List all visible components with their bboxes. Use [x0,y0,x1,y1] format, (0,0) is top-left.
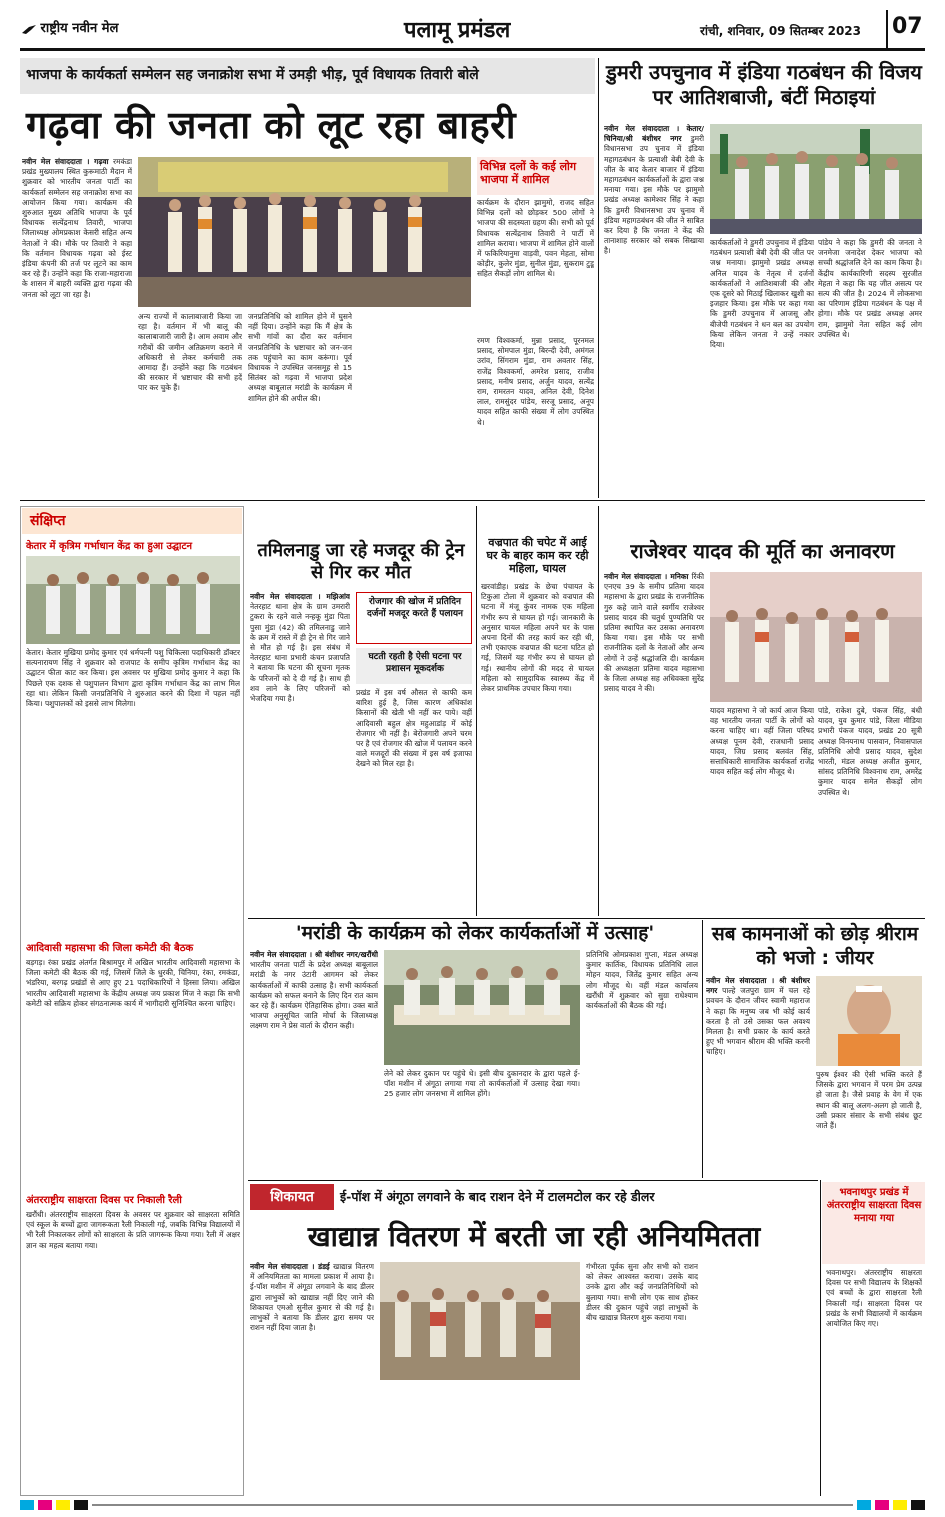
story5-photo [710,572,922,702]
story6-byline: नवीन मेल संवाददाता । श्री बंशीधर नगर/खरौंधी [250,950,378,959]
story7-text-1: पाल्हे जतपुरा ग्राम में चल रहे प्रवचन के दौरान जीयर स्वामी महाराज ने कहा कि मनुष्य जब भी कोई कार्य करता है तो उसे उसका फल अवश्य मिलता है। सभी प्रकार के कार्य करते हुए भी भगवान श्रीराम की भक्ति करनी चाहिए। [706,986,810,1057]
story1-kicker: भाजपा के कार्यकर्ता सम्मेलन सह जनाक्रोश सभा में उमड़ी भीड़, पूर्व विधायक तिवारी बोले [26,67,479,83]
story8-photo [380,1262,580,1380]
story1-column-2: अन्य राज्यों में कालाबाजारी किया जा रहा है। वर्तमान में भी बालू की कालाबाजारी जारी है। आम अवाम और गरीबों की जमीन अतिक्रमण कराने में अधिकारी से लेकर कर्मचारी तक आमादा हैं। उन्होंने कहा कि गठबंधन की सरकार में भ्रष्टाचार की सभी हदें पार कर चुके हैं। [138,312,242,393]
story6-text-1: भारतीय जनता पार्टी के प्रदेश अध्यक्ष बाबूलाल मरांडी के नगर उंटारी आगमन को लेकर कार्यकर्ताओं में काफी उत्साह है। सभी कार्यकर्ता कार्यक्रम को सफल बनाने के लिए दिन रात काम कर रहे हैं। कार्यक्रम ऐतिहासिक होगा। उक्त बातें भाजपा अनुसूचित जाति मोर्चा के जिलाध्यक्ष लक्ष्मण राम ने प्रेस वार्ता के दौरान कही। [250,960,378,1031]
story1-byline: नवीन मेल संवाददाता । गढ़वा [22,157,109,166]
issue-date: रांची, शनिवार, 09 सितम्बर 2023 [700,24,862,38]
story1-column-5: रमण विश्वकर्मा, मुन्ना प्रसाद, पूरनमल प्रसाद, सोमपाल मुंडा, बिरन्दी देवी, अमंगल उरांव, सिंगराम मुंडा, राम अवतार सिंह, राजेंद्र विश्वकर्मा, अमरेश प्रसाद, राजीव प्रसाद, मनीष प्रसाद, अर्जुन यादव, सत्येंद्र राम, रामरतन यादव, अनिल देवी, दिनेश लाल, रामसुंदर पांडेय, सरजू प्रसाद, अनूप यादव सहित काफी संख्या में लोग उपस्थित थे। [477,336,594,427]
story6-column-1 [250,950,378,1176]
story8-column-3 [704,1262,816,1496]
brief-item2-text: बड़गड़। रंका प्रखंड अंतर्गत बिश्रामपुर में अखिल भारतीय आदिवासी महासभा के जिला कमेटी की बैठक की गई, जिसमें जिले के धुरकी, चिनिया, रंका, रमकंडा, भंडरिया, बरगढ़ प्रखंडों से आए हुए 21 पदाधिकारियों ने हिस्सा लिया। अखिल भारतीय आदिवासी महासभा के केंद्रीय अध्यक्ष जय प्रकाश मिंज ने कहा कि सभी कमेटी को सक्रिय होकर संगठनात्मक कार्य में भागीदारी सुनिश्चित करना चाहिए। [26,958,240,1008]
story5-text-1: रिंकी एनएच 39 के समीप प्रतिमा यादव महासभा के द्वारा प्रखंड के राजनीतिक गुरु कहे जाने वाले स्वर्गीय राजेश्वर प्रसाद यादव की चतुर्थ पुण्यतिथि पर प्रतिमा स्थापित कर उसका अनावरण किया गया। इस मौके पर सभी राजनीतिक दलों के नेताओं और अन्य लोगों ने उन्हें श्रद्धांजलि दी। कार्यक्रम की अध्यक्षता प्रतिमा यादव महासभा के जिला अध्यक्ष सह अधिवक्ता सुरेंद्र प्रसाद यादव ने की। [604,572,704,694]
story2-text-1: डुमरी विधानसभा उप चुनाव में इंडिया महागठबंधन के प्रत्याशी बेबी देवी के जीत के बाद केतार बाजार में इंडिया महागठबंधन कार्यकर्ताओं के द्वारा जश्न मनाया गया। इस मौके पर झामुमो प्रखंड अध्यक्ष कामेश्वर सिंह ने कहा कि डुमरी विधानसभा उप चुनाव में इंडिया महागठबंधन की जीत ने साबित कर दिया है कि जनता ने केंद्र की तानाशाह सरकार को सबक सिखाया है। [604,134,704,256]
story6-column-3: प्रतिनिधि ओमप्रकाश गुप्ता, मंडल अध्यक्ष कुमार कार्तिक, विधायक प्रतिनिधि लाल मोहन यादव, जितेंद्र कुमार सहित अन्य लोग मौजूद थे। वहीं मंडल कार्यालय खरौंधी में शुक्रवार को सुग्रा राधेश्याम कार्यकर्ताओं की बैठक की गई। [586,950,698,1011]
story1-headline: गढ़वा की जनता को लूट रहा बाहरी [26,103,517,147]
story3-column-2: प्रखंड में इस वर्ष औसत से काफी कम बारिश हुई है, जिस कारण अधिकांश किसानों की खेती भी नहीं कर पाये। वहीं आदिवासी बहुल क्षेत्र महुआडांड़ में कोई रोजगार भी नहीं है। बेरोजगारी अपने चरम पर है एवं रोजगार की खोज में पलायन करने वाले मजदूरों की संख्या में इस वर्ष इजाफा देखने को मिल रहा है। [356,688,472,769]
story8-text-1: खाद्यान्न वितरण में अनियमितता का मामला प्रकाश में आया है। ई-पॉश मशीन में अंगूठा लगवाने के बाद डीलर द्वारा लाभुकों को खाद्यान्न नहीं दिए जाने की शिकायत एमओ सुनील कुमार से की गई है। लाभुकों ने बताया कि डीलर द्वारा समय पर राशन नहीं दिया जाता है। [250,1262,374,1333]
story3-headline: तमिलनाडु जा रहे मजदूर की ट्रेन से गिर कर मौत [257,540,465,583]
story8-column-2: गंभीरता पूर्वक सुना और सभी को राशन को लेकर आश्वस्त कराया। उसके बाद उनके द्वारा और कई जनप्रतिनिधियों को बुलाया गया। सभी लोग एक साथ होकर डीलर की दुकान पहुंचे जहां लाभुकों के बीच खाद्यान्न वितरण शुरू कराया गया। [586,1262,698,1323]
story3-pull1: रोजगार की खोज में प्रतिदिन दर्जनों मजदूर करते हैं पलायन [366,597,464,619]
brief-item1-photo [26,556,240,644]
story6-photo [384,950,580,1065]
story9-headline: भवनाथपुर प्रखंड में अंतरराष्ट्रीय साक्षरता दिवस मनाया गया [826,1187,922,1224]
story1-column-4: कार्यक्रम के दौरान झामुमो, राजद सहित विभिन्न दलों को छोड़कर 500 लोगों ने भाजपा की सदस्यता ग्रहण की। सभी को पूर्व विधायक सत्येंद्रनाथ तिवारी ने पार्टी में शामिल कराया। भाजपा में शामिल होने वालों में फकिरियानुमा वाड़वी, पवन मेहता, सोमा कोड़ीर, कुलेर मुंडा, सुनील मुंडा, सुकराम टुडू सहित सैकड़ों लोग शामिल थे। [477,198,594,279]
story1-column-5a [360,312,475,494]
brief-label: संक्षिप्त [30,513,66,529]
column-divider [598,58,599,498]
story5-headline: राजेश्वर यादव की मूर्ति का अनावरण [630,539,895,563]
story2-headline: डुमरी उपचुनाव में इंडिया गठबंधन की विजय पर आतिशबाजी, बंटीं मिठाइयां [606,60,922,109]
story7-photo [816,976,922,1066]
magenta-swatch [38,1500,52,1510]
brief-item3-head: अंतरराष्ट्रीय साक्षरता दिवस पर निकाली रैली [26,1195,182,1206]
story7-headline: सब कामनाओं को छोड़ श्रीराम को भजो : जीयर [711,923,919,969]
story5-column-1 [604,572,704,916]
black-swatch [74,1500,88,1510]
cyan-swatch [20,1500,34,1510]
black-swatch [911,1500,925,1510]
magenta-swatch [875,1500,889,1510]
story2-byline: नवीन मेल संवाददाता । केतार/चिनिया/श्री बंशीधर नगर [604,124,704,144]
bird-icon [22,24,36,34]
story1-text-1: रमकंडा प्रखंड मुख्यालय स्थित कुरूमाठी मैदान में शुक्रवार को भारतीय जनता पार्टी का कार्यकर्ता सम्मेलन सह जनाक्रोश सभा का आयोजन किया गया। कार्यक्रम की शुरुआत मुख्य अतिथि भाजपा के पूर्व विधायक सत्येंद्रनाथ तिवारी, भाजपा जिलाध्यक्ष ओमप्रकाश केसरी सहित अन्य नेताओं ने की। मौके पर तिवारी ने कहा कि वर्तमान विधायक गढ़वा को ईस्ट इंडिया कंपनी की तर्ज पर लूटने का काम कर रहे हैं। उन्होंने कहा कि राजा-महाराजा के शासन में बाहरी व्यक्ति द्वारा गढ़वा की जनता को लूटा जा रहा है। [22,157,132,299]
brief-item3-text: खरौंधी। अंतरराष्ट्रीय साक्षरता दिवस के अवसर पर शुक्रवार को साक्षरता समिति एवं स्कूल के बच्चों द्वारा जागरूकता रैली निकाली गई, जबकि विभिन्न विद्यालयों में भी रैली निकालकर लोगों को साक्षरता के प्रति जागरूक किया गया। रैली में अक्षर ज्ञान का महत्व बताया गया। [26,1210,240,1250]
story3-column-1 [250,592,350,916]
story8-byline: नवीन मेल संवाददाता । डंडई [250,1262,330,1271]
column-divider [702,920,703,1178]
story2-column-1 [604,124,704,494]
story8-column-2a [380,1384,580,1496]
brief-item2-head: आदिवासी महासभा की जिला कमेटी की बैठक [26,943,194,954]
story1-sidebar-head: विभिन्न दलों के कई लोग भाजपा में शामिल [480,160,577,186]
story2-column-3: पांडेय ने कहा कि डुमरी की जनता ने जनमेजा जनादेश देकर भाजपा को सच्ची श्रद्धांजलि देने का काम किया है। केंद्रीय कार्यकारिणी सदस्य सुरजीत मेहता ने कहा कि यह जीत असत्य पर सत्य की जीत है। 2024 में लोकसभा का परिणाम इंडिया गठबंधन के पक्ष में होगा। मौके पर प्रखंड अध्यक्ष अमर राम, झामुमो नेता सहित कई लोग उपस्थित थे। [818,238,922,339]
story4-headline: वज्रपात की चपेट में आई घर के बाहर काम कर रही महिला, घायल [486,536,589,575]
masthead-rule [20,48,925,51]
column-divider [598,506,599,916]
story5-column-2: यादव महासभा ने जो कार्य आज किया वह भारतीय जनता पार्टी के लोगों को करना चाहिए था। वहीं जिला परिषद अध्यक्ष पूनम देवी, राजधानी प्रसाद यादव, जिग्र प्रसाद बलवंत सिंह, सत्ताधिकारी सामाजिक कार्यकर्ता राजेंद्र यादव सहित कई लोग मौजूद थे। [710,706,814,777]
story3-pull2: घटती रहती है ऐसी घटना पर प्रशासन मूकदर्शक [368,652,462,674]
story1-column-1 [22,157,132,494]
cyan-swatch [857,1500,871,1510]
story5-byline: नवीन मेल संवाददाता । मनिका [604,572,689,581]
story8-label: शिकायत [250,1184,334,1210]
story4-text: खरवांडीह। प्रखंड के छेचा पंचायत के टिकुआ टोला में शुक्रवार को वज्रपात की घटना में मंजू कुंवर नामक एक महिला गंभीर रूप से घायल हो गई। जानकारी के अनुसार घायल महिला अपने घर के पास अपना दिनों की तरह कार्य कर रही थी, तभी एकाएक वज्रपात की घटना घटित हो गई, जिसमें यह गंभीर रूप से घायल हो गई। स्थानीय लोगों की मदद से घायल महिला को सामुदायिक स्वास्थ्य केंद्र में लेकर प्राथमिक उपचार किया गया। [481,582,594,694]
story3-text-1: नेतरहाट थाना क्षेत्र के ग्राम उमरारी टुकरा के रहने वाले नन्हकू मुंडा पिता पुसा मुंडा (42) की तमिलनाडु जाने के क्रम में रास्ते में ही ट्रेन से गिर जाने से मौत हो गई है। इस संबंध में नेतरहाट थाना प्रभारी कंचन प्रजापति ने बताया कि घटना की सूचना मृतक के परिजनों को दे दी गई है। साथ ही शव लाने के लिए परिजनों को भेजदिया गया है। [250,602,350,704]
brief-item1-text: केतार। केतार मुखिया प्रमोद कुमार एवं धर्मपत्नी पशु चिकित्सा पदाधिकारी डॉक्टर सत्यनारायण सिंह ने शुक्रवार को राजपाट के समीप कृत्रिम गर्भाधान केंद्र का उद्घाटन फीता काट कर किया। इस अवसर पर मुखिया प्रमोद कुमार ने कहा कि पिछले एक दशक से पशुपालन विभाग द्वारा कृत्रिम गर्भाधान केंद्र का लाभ मिल रहा था। लेकिन किसी जनप्रतिनिधि ने शुरुआत करने की दिशा में पहल नहीं किया। पशुपालकों को इससे लाभ मिलेगा। [26,648,240,709]
section-rule [20,500,925,501]
story1-photo [138,157,471,307]
column-divider [820,1180,821,1496]
page-number: 07 [892,14,923,39]
section-rule [248,1180,818,1181]
footer-line [92,1504,853,1506]
section-title: पलामू प्रमंडल [404,18,511,43]
story3-byline: नवीन मेल संवाददाता । मझिआंव [250,592,350,601]
masthead-logo: राष्ट्रीय नवीन मेल [22,18,118,36]
brief-item1-head: केतार में कृत्रिम गर्भाधान केंद्र का हुआ उद्घाटन [26,541,193,552]
story8-column-1 [250,1262,374,1496]
story7-column-2: पुरुष ईश्वर की ऐसी भक्ति करते हैं जिसके द्वारा भगवान में परम प्रेम उत्पन्न हो जाता है। जैसे प्रवाह के वेग में एक स्थान की बालू अलग-अलग हो जाती है, उसी प्रकार संसार के सभी संबंध छूट जाते हैं। [816,1070,922,1131]
story9-text: भवनाथपुर। अंतरराष्ट्रीय साक्षरता दिवस पर सभी विद्यालय के शिक्षकों एवं बच्चों के द्वारा साक्षरता रैली निकाली गई। साक्षरता दिवस पर प्रखंड के सभी विद्यालयों में कार्यक्रम आयोजित किए गए। [826,1268,922,1329]
story6-headline: 'मरांडी के कार्यक्रम को लेकर कार्यकर्ताओं में उत्साह' [295,922,655,944]
print-color-bar [20,1500,925,1510]
story7-column-1 [706,976,810,1176]
story6-column-2: लेने को लेकर दुकान पर पहुंचे थे। इसी बीच दुकानदार के द्वारा पहले ई-पॉश मशीन में अंगूठा लगाया गया तो कार्यकर्ताओं में उत्साह देखा गया। 25 हजार लोग जनसभा में शामिल होंगे। [384,1069,580,1099]
yellow-swatch [893,1500,907,1510]
story5-column-3: पांडे, राकेश दुबे, पंकज सिंह, बंधी यादव, युव कुमार पांडे, जिला मीडिया प्रभारी पंकज यादव, प्रखंड 20 सूत्री अध्यक्ष विनयनाथ पासवान, निवासपाल प्रतिनिधि ओपी प्रसाद यादव, सुदेश भारती, मंडल अध्यक्ष अजीत कुमार, सांसद प्रतिनिधि विश्वनाथ राम, अमरेंद्र कुमार यादव समेत सैकड़ों लोग उपस्थित थे। [818,706,922,797]
story8-headline: खाद्यान्न वितरण में बरती जा रही अनियमितता [307,1220,761,1253]
column-divider [476,506,477,916]
story7-byline: नवीन मेल संवाददाता । श्री बंशीधर नगर [706,976,810,996]
story1-column-3: जनप्रतिनिधि को शामिल होने में घुसने नहीं दिया। उन्होंने कहा कि मैं क्षेत्र के सभी गांवों का दौरा कर वर्तमान जनप्रतिनिधि के भ्रष्टाचार को जन-जन तक पहुंचाने का काम करूंगा। पूर्व विधायक ने उपस्थित जनसमूह से 15 सितंबर को गढ़वा में भाजपा प्रदेश अध्यक्ष बाबूलाल मरांडी के कार्यक्रम में शामिल होने की अपील की। [248,312,352,403]
page-number-divider [886,10,888,48]
story8-kicker: ई-पॉश में अंगूठा लगवाने के बाद राशन देने में टालमटोल कर रहे डीलर [340,1189,655,1204]
story2-column-2: कार्यकर्ताओं ने डुमरी उपचुनाव में इंडिया गठबंधन प्रत्याशी बेबी देवी की जीत पर जश्न मनाया। झामुमो प्रखंड अध्यक्ष अनिल यादव के नेतृत्व में दर्जनों कार्यकर्ताओं ने आतिशबाजी की और एक दूसरे को मिठाई खिलाकर खुशी का इजहार किया। इस मौके पर कहा गया कि डुमरी उपचुनाव में आजसू और बीजेपी गठबंधन ने धन बल का उपयोग किया लेकिन जनता ने उन्हें नकार दिया। [710,238,814,350]
story2-photo [710,124,922,234]
section-rule [248,918,925,919]
yellow-swatch [56,1500,70,1510]
